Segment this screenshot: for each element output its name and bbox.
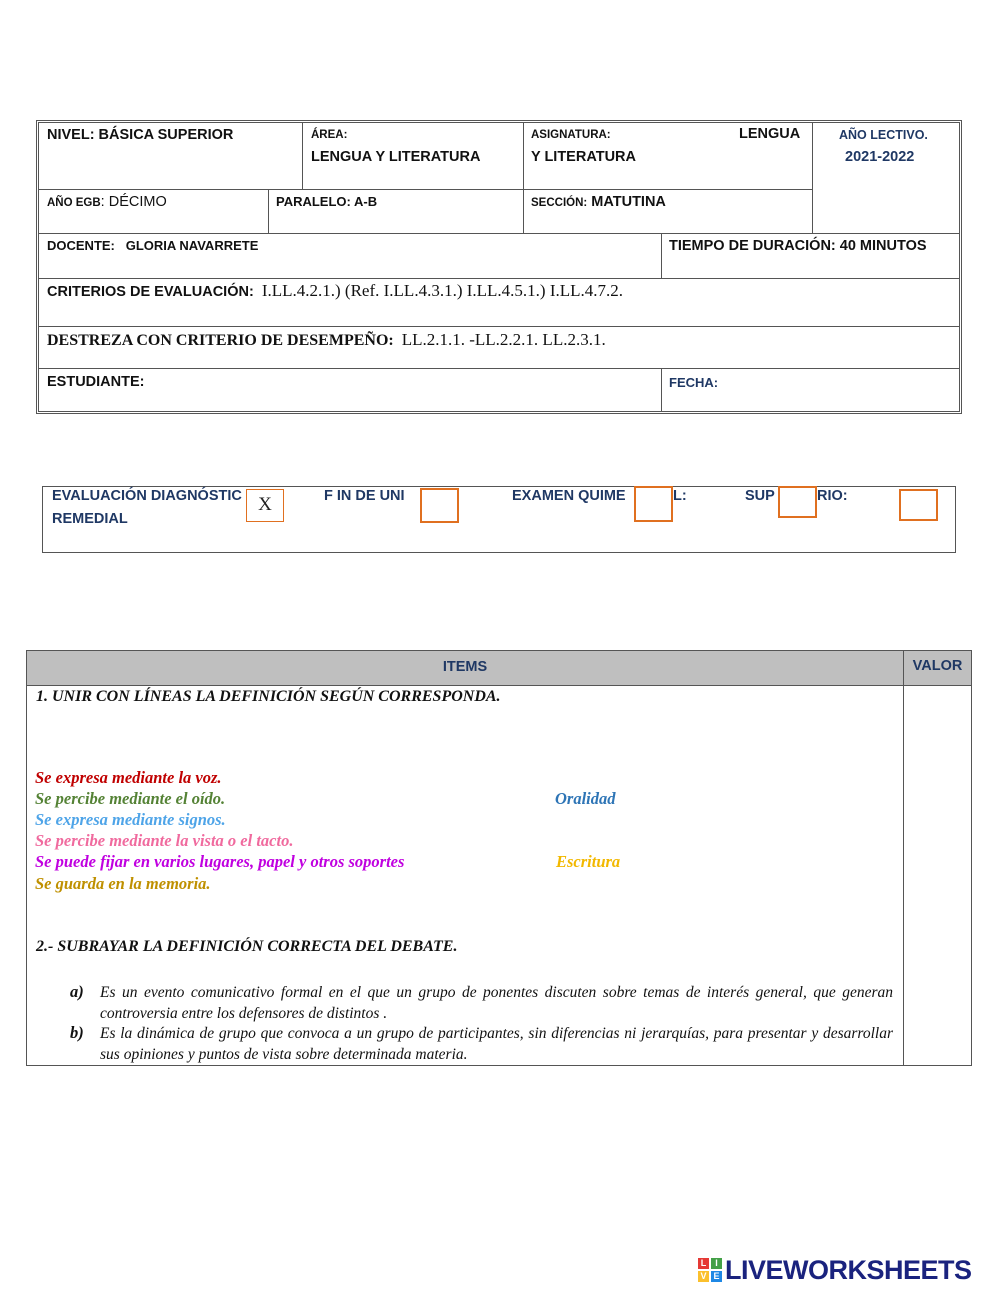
escritura-label[interactable]: Escritura xyxy=(556,852,621,871)
definition-item[interactable]: Se percibe mediante el oído. xyxy=(35,789,226,809)
docente-field xyxy=(47,235,258,257)
asignatura-label: ASIGNATURA: xyxy=(531,129,611,141)
estudiante-label: ESTUDIANTE: xyxy=(47,374,145,390)
area-value: LENGUA Y LITERATURA xyxy=(311,149,481,165)
destreza-field xyxy=(47,329,606,352)
definition-item[interactable]: Se guarda en la memoria. xyxy=(35,873,211,893)
docente-label: DOCENTE: xyxy=(47,238,115,253)
remedial-label: REMEDIAL xyxy=(52,511,128,527)
criterios-label: CRITERIOS DE EVALUACIÓN: xyxy=(47,284,254,300)
option-b-letter: b) xyxy=(70,1023,84,1042)
logo-brand-text: LIVEWORKSHEETS xyxy=(725,1254,972,1285)
area-label: ÁREA: xyxy=(311,129,348,141)
egb-value: : DÉCIMO xyxy=(100,194,167,210)
seccion-field xyxy=(531,191,666,214)
option-b-text[interactable]: Es la dinámica de grupo que convoca a un grupo de participantes, sin diferencias ni jerarquías, para presentar y desarrollar sus opiniones y puntos de vista sobre determinada materia. xyxy=(100,1025,893,1063)
definition-item[interactable]: Se expresa mediante signos. xyxy=(35,810,226,830)
destreza-label: DESTREZA CON CRITERIO DE DESEMPEÑO: xyxy=(47,332,394,349)
docente-value: GLORIA NAVARRETE xyxy=(125,238,259,253)
egb-label: AÑO EGB xyxy=(47,197,101,209)
definition-item[interactable]: Se percibe mediante la vista o el tacto. xyxy=(35,831,294,851)
paralelo-label: PARALELO: A-B xyxy=(276,194,378,209)
fin-unidad-checkbox[interactable] xyxy=(420,488,459,523)
quimestral-checkbox[interactable] xyxy=(634,486,673,522)
logo-squares-icon: L I V E xyxy=(698,1258,722,1282)
oralidad-label[interactable]: Oralidad xyxy=(555,789,616,808)
anio-value: 2021-2022 xyxy=(845,149,915,165)
header-table xyxy=(36,120,962,414)
quimestral-tail: L: xyxy=(673,488,687,504)
fin-unidad-label: F IN DE UNI xyxy=(324,488,405,504)
diagnostica-checkbox[interactable]: X xyxy=(246,489,284,522)
supletorio-checkbox[interactable] xyxy=(778,486,817,518)
fecha-label: FECHA: xyxy=(669,375,719,390)
diagnostica-label: EVALUACIÓN DIAGNÓSTIC xyxy=(52,488,242,504)
criterios-field xyxy=(47,280,623,303)
option-a-text[interactable]: Es un evento comunicativo formal en el que un grupo de ponentes discuten sobre temas de interés general, que generan controversia entre los defensores de distintos . xyxy=(100,984,893,1022)
question-2-title: 2.- SUBRAYAR LA DEFINICIÓN CORRECTA DEL DEBATE. xyxy=(36,938,458,955)
destreza-value: LL.2.1.1. -LL.2.2.1. LL.2.3.1. xyxy=(401,330,606,349)
supletorio-label: SUP xyxy=(745,488,775,504)
supletorio-tail: RIO: xyxy=(817,488,848,504)
quimestral-label: EXAMEN QUIME xyxy=(512,488,626,504)
definition-item[interactable]: Se puede fijar en varios lugares, papel y otros soportes xyxy=(35,852,405,872)
tiempo-label: TIEMPO DE DURACIÓN: 40 MINUTOS xyxy=(669,238,927,254)
items-column-header: ITEMS xyxy=(442,659,488,675)
seccion-label: SECCIÓN: xyxy=(531,197,588,209)
criterios-value: I.LL.4.2.1.) (Ref. I.LL.4.3.1.) I.LL.4.5.1.) I.LL.4.7.2. xyxy=(261,281,624,300)
egb-field xyxy=(47,191,167,214)
option-a-letter: a) xyxy=(70,982,84,1001)
anio-label: AÑO LECTIVO. xyxy=(839,128,928,142)
definition-item[interactable]: Se expresa mediante la voz. xyxy=(35,768,222,787)
valor-column-header: VALOR xyxy=(912,658,963,674)
question-1-title: 1. UNIR CON LÍNEAS LA DEFINICIÓN SEGÚN CORRESPONDA. xyxy=(36,688,501,705)
remedial-checkbox[interactable] xyxy=(899,489,938,521)
asignatura-value-2: Y LITERATURA xyxy=(531,149,636,165)
nivel-label: NIVEL: BÁSICA SUPERIOR xyxy=(47,127,234,143)
seccion-value: MATUTINA xyxy=(591,194,666,210)
liveworksheets-logo xyxy=(698,1254,972,1285)
asignatura-value-1: LENGUA xyxy=(739,126,801,142)
